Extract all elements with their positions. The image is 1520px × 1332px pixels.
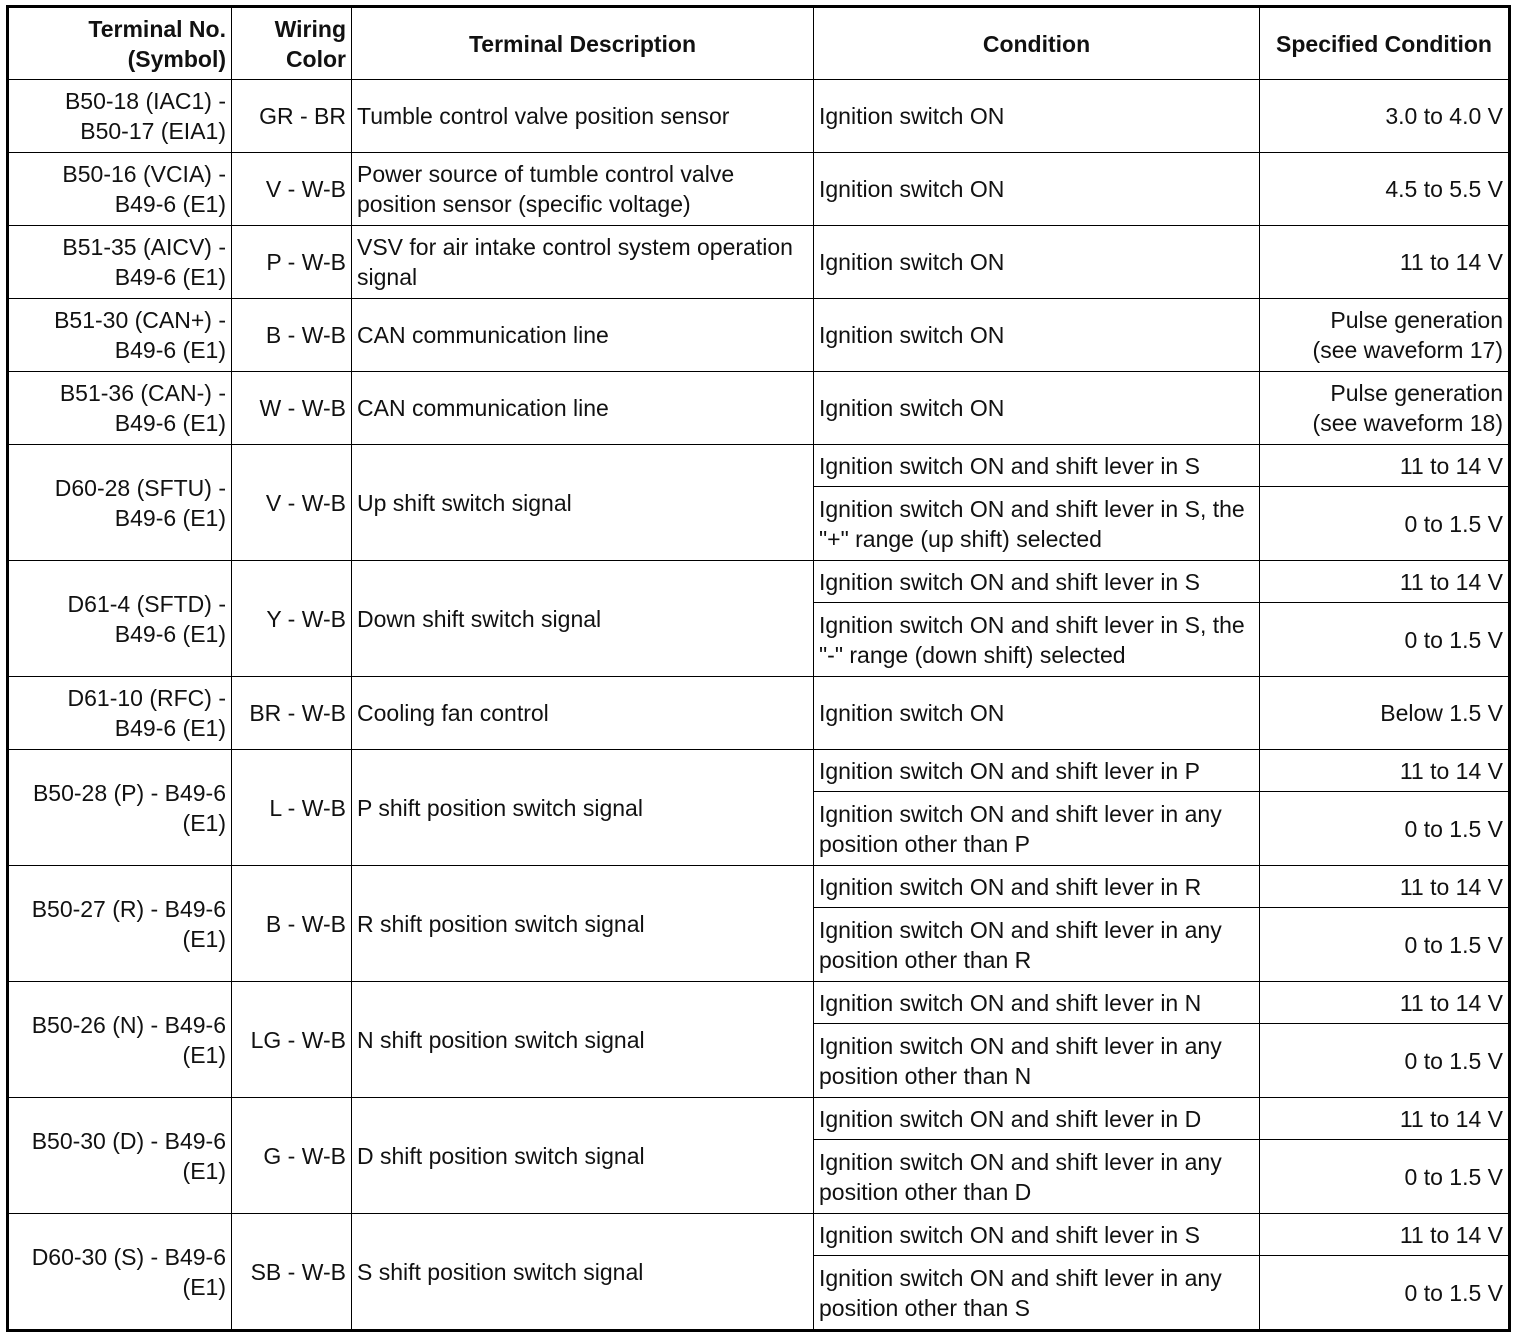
specified-cell: 0 to 1.5 V — [1260, 908, 1510, 982]
condition-cell: Ignition switch ON and shift lever in R — [814, 866, 1260, 908]
header-condition: Condition — [814, 7, 1260, 80]
wiring-color-cell: P - W-B — [232, 226, 352, 299]
table-body — [8, 80, 1510, 1331]
description-cell: P shift position switch signal — [352, 750, 814, 866]
condition-cell: Ignition switch ON and shift lever in any position other than S — [814, 1256, 1260, 1331]
specified-cell: 11 to 14 V — [1260, 445, 1510, 487]
specified-cell: 0 to 1.5 V — [1260, 1024, 1510, 1098]
table-row — [8, 445, 1510, 487]
specified-cell: 11 to 14 V — [1260, 866, 1510, 908]
terminal-cell: B51-35 (AICV) - B49-6 (E1) — [8, 226, 232, 299]
terminal-cell: B50-30 (D) - B49-6 (E1) — [8, 1098, 232, 1214]
specified-cell: 11 to 14 V — [1260, 1098, 1510, 1140]
table-row — [8, 226, 1510, 299]
condition-cell: Ignition switch ON and shift lever in S, the "-" range (down shift) selected — [814, 603, 1260, 677]
terminal-cell: D60-28 (SFTU) - B49-6 (E1) — [8, 445, 232, 561]
table-row — [8, 677, 1510, 750]
wiring-color-cell: GR - BR — [232, 80, 352, 153]
terminal-cell: B51-30 (CAN+) - B49-6 (E1) — [8, 299, 232, 372]
description-cell: Cooling fan control — [352, 677, 814, 750]
specified-cell: Below 1.5 V — [1260, 677, 1510, 750]
condition-cell: Ignition switch ON — [814, 153, 1260, 226]
specified-cell: 0 to 1.5 V — [1260, 1140, 1510, 1214]
description-cell: CAN communication line — [352, 299, 814, 372]
wiring-color-cell: V - W-B — [232, 153, 352, 226]
condition-cell: Ignition switch ON and shift lever in S — [814, 445, 1260, 487]
condition-cell: Ignition switch ON — [814, 677, 1260, 750]
header-wiring-color: Wiring Color — [232, 7, 352, 80]
table-row — [8, 1098, 1510, 1140]
specified-cell: 11 to 14 V — [1260, 561, 1510, 603]
specified-cell: 0 to 1.5 V — [1260, 487, 1510, 561]
description-cell: D shift position switch signal — [352, 1098, 814, 1214]
terminal-cell: D61-10 (RFC) - B49-6 (E1) — [8, 677, 232, 750]
condition-cell: Ignition switch ON and shift lever in any position other than N — [814, 1024, 1260, 1098]
condition-cell: Ignition switch ON — [814, 372, 1260, 445]
specified-cell: 0 to 1.5 V — [1260, 792, 1510, 866]
wiring-color-cell: BR - W-B — [232, 677, 352, 750]
table-row — [8, 80, 1510, 153]
specified-cell: 0 to 1.5 V — [1260, 1256, 1510, 1331]
description-cell: Down shift switch signal — [352, 561, 814, 677]
description-cell: R shift position switch signal — [352, 866, 814, 982]
condition-cell: Ignition switch ON — [814, 226, 1260, 299]
table-row — [8, 866, 1510, 908]
condition-cell: Ignition switch ON and shift lever in S — [814, 1214, 1260, 1256]
condition-cell: Ignition switch ON and shift lever in any position other than P — [814, 792, 1260, 866]
terminal-cell: D60-30 (S) - B49-6 (E1) — [8, 1214, 232, 1331]
description-cell: Power source of tumble control valve position sensor (specific voltage) — [352, 153, 814, 226]
table-row — [8, 153, 1510, 226]
wiring-color-cell: Y - W-B — [232, 561, 352, 677]
description-cell: Tumble control valve position sensor — [352, 80, 814, 153]
specified-cell: 3.0 to 4.0 V — [1260, 80, 1510, 153]
condition-cell: Ignition switch ON and shift lever in S, the "+" range (up shift) selected — [814, 487, 1260, 561]
condition-cell: Ignition switch ON — [814, 80, 1260, 153]
terminal-cell: B50-26 (N) - B49-6 (E1) — [8, 982, 232, 1098]
table-row — [8, 372, 1510, 445]
table-row — [8, 561, 1510, 603]
terminal-cell: D61-4 (SFTD) - B49-6 (E1) — [8, 561, 232, 677]
condition-cell: Ignition switch ON and shift lever in S — [814, 561, 1260, 603]
condition-cell: Ignition switch ON and shift lever in N — [814, 982, 1260, 1024]
specified-cell: Pulse generation (see waveform 18) — [1260, 372, 1510, 445]
table-row — [8, 1214, 1510, 1256]
specified-cell: 4.5 to 5.5 V — [1260, 153, 1510, 226]
specified-cell: 11 to 14 V — [1260, 982, 1510, 1024]
condition-cell: Ignition switch ON and shift lever in any position other than R — [814, 908, 1260, 982]
condition-cell: Ignition switch ON — [814, 299, 1260, 372]
table-row — [8, 982, 1510, 1024]
wiring-color-cell: W - W-B — [232, 372, 352, 445]
wiring-color-cell: G - W-B — [232, 1098, 352, 1214]
header-terminal: Terminal No. (Symbol) — [8, 7, 232, 80]
description-cell: CAN communication line — [352, 372, 814, 445]
specified-cell: Pulse generation (see waveform 17) — [1260, 299, 1510, 372]
specified-cell: 11 to 14 V — [1260, 750, 1510, 792]
specified-cell: 0 to 1.5 V — [1260, 603, 1510, 677]
header-description: Terminal Description — [352, 7, 814, 80]
condition-cell: Ignition switch ON and shift lever in P — [814, 750, 1260, 792]
table-row — [8, 299, 1510, 372]
wiring-color-cell: B - W-B — [232, 866, 352, 982]
header-row — [8, 7, 1510, 80]
wiring-color-cell: SB - W-B — [232, 1214, 352, 1331]
header-specified-condition: Specified Condition — [1260, 7, 1510, 80]
condition-cell: Ignition switch ON and shift lever in any position other than D — [814, 1140, 1260, 1214]
description-cell: VSV for air intake control system operation signal — [352, 226, 814, 299]
wiring-color-cell: V - W-B — [232, 445, 352, 561]
terminal-cell: B50-18 (IAC1) - B50-17 (EIA1) — [8, 80, 232, 153]
terminal-cell: B50-16 (VCIA) - B49-6 (E1) — [8, 153, 232, 226]
terminal-table — [6, 5, 1511, 1332]
wiring-color-cell: L - W-B — [232, 750, 352, 866]
condition-cell: Ignition switch ON and shift lever in D — [814, 1098, 1260, 1140]
table-row — [8, 750, 1510, 792]
specified-cell: 11 to 14 V — [1260, 1214, 1510, 1256]
terminal-cell: B50-27 (R) - B49-6 (E1) — [8, 866, 232, 982]
terminal-cell: B50-28 (P) - B49-6 (E1) — [8, 750, 232, 866]
terminal-cell: B51-36 (CAN-) - B49-6 (E1) — [8, 372, 232, 445]
wiring-color-cell: LG - W-B — [232, 982, 352, 1098]
description-cell: S shift position switch signal — [352, 1214, 814, 1331]
description-cell: Up shift switch signal — [352, 445, 814, 561]
description-cell: N shift position switch signal — [352, 982, 814, 1098]
specified-cell: 11 to 14 V — [1260, 226, 1510, 299]
wiring-color-cell: B - W-B — [232, 299, 352, 372]
